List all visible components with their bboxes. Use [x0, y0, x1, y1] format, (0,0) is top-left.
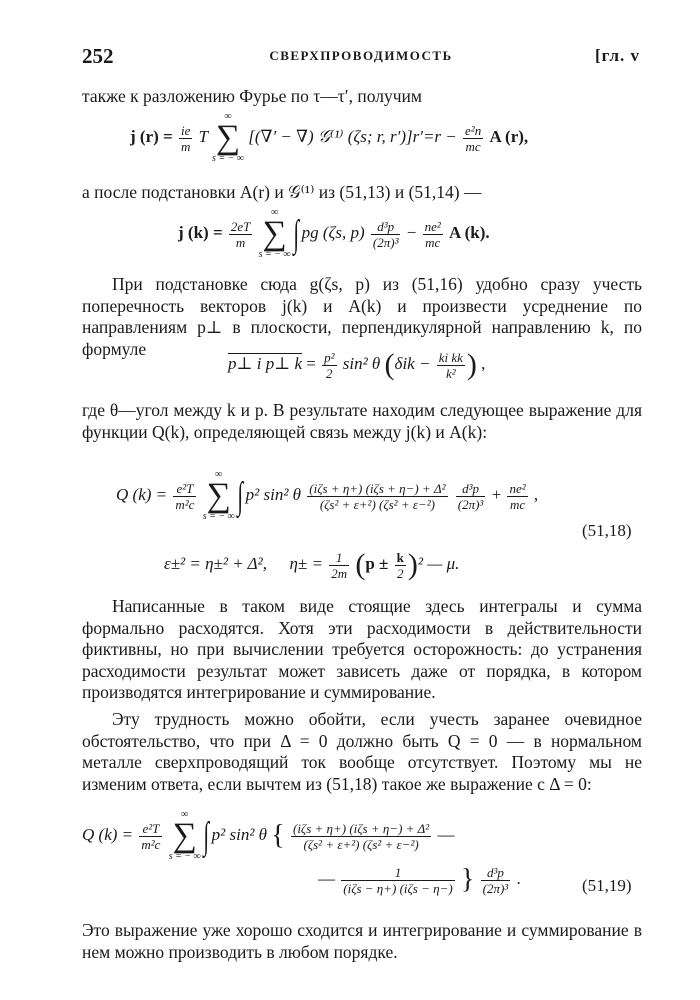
eq4-frac2 [307, 481, 447, 512]
eq4-sum-bottom: s = − ∞ [202, 511, 235, 522]
eq2-frac1-num: 2eT [230, 218, 251, 234]
paragraph-3: При подстановке сюда g(ζs, p) из (51,16) удобно сразу учесть поперечность векторов j(k) и A(k) и произвести усреднение по направлениям p⊥ в плоскости, перпендикулярной направлению k, по формуле [82, 274, 642, 359]
eq1-sum-top: ∞ [224, 111, 232, 122]
eq4-frac1-den: m²c [175, 496, 195, 512]
eq6-frac1-den: m²c [141, 836, 161, 852]
eq2-frac2-num: d³p [377, 218, 395, 234]
eq2-frac2-den: (2π)³ [372, 234, 399, 250]
eq4-sum-top: ∞ [215, 469, 223, 480]
eq2-sum-top: ∞ [271, 207, 279, 218]
eq6-frac2 [291, 821, 431, 852]
eq1-frac1-den: m [180, 138, 191, 154]
eq2-tail: A (k). [449, 222, 490, 242]
eq4-plus: + [491, 484, 502, 504]
eq3-frac1-num: p² [324, 349, 335, 365]
eq2-lhs: j (k) = [178, 222, 223, 242]
eq4-lhs: Q (k) = [116, 484, 168, 504]
eq3-equals: = [306, 353, 316, 373]
eq5-frac1 [329, 550, 349, 581]
paragraph-1: также к разложению Фурье по τ—τ′, получим [82, 86, 422, 106]
eq5-part2: η± = [289, 553, 323, 573]
eq1-tail: A (r), [489, 126, 529, 146]
eq6-frac3 [341, 865, 454, 896]
paragraph-2: а после подстановки A(r) и 𝒢⁽¹⁾ из (51,13) и (51,14) — [82, 182, 482, 202]
eq1-frac2 [463, 123, 483, 154]
eq6-frac4-num: d³p [486, 864, 504, 880]
equation-Q-k-regularized [82, 810, 454, 862]
equation-averaging-formula: p⊥ i p⊥ k = $\frac{\text{p²}}{2}$ sin² θ (δik − $\frac{\text{ki kk}}{\text{k²}}$ ) , [228, 348, 486, 381]
eq4-frac4-den: mc [507, 496, 527, 512]
eq6-frac2-num: (iζs + η+) (iζs + η−) + Δ² [292, 820, 430, 836]
paragraph-7: Это выражение уже хорошо сходится и интегрирование и суммирование в нем можно производить в любом порядке. [82, 920, 642, 962]
eq3-mid: sin² θ [342, 353, 381, 373]
eq1-frac1-num: ie [180, 122, 191, 138]
eq4-frac4 [507, 481, 527, 512]
eq4-frac2-num: (iζs + η+) (iζs + η−) + Δ² [309, 480, 446, 496]
eq6-sum-bottom: s = − ∞ [168, 851, 201, 862]
eq2-integral-sign: ∫ [293, 213, 299, 255]
chapter-marker: [гл. v [594, 46, 640, 65]
eq6-tail: . [516, 868, 521, 888]
eq3-lhs: p⊥ i p⊥ k [228, 353, 302, 373]
eq6-sum-top: ∞ [181, 809, 189, 820]
equation-current-r [130, 112, 528, 164]
eq1-temperature: T [198, 126, 208, 146]
eq6-frac3-num: 1 [394, 864, 402, 880]
eq5-part1: ε±² = η±² + Δ², [164, 553, 267, 573]
eq2-frac1 [229, 219, 253, 250]
eq2-frac2 [371, 219, 401, 250]
eq4-mid: p² sin² θ [245, 484, 302, 504]
eq3-tail: , [481, 353, 486, 373]
eq6-frac3-den: (iζs − η+) (iζs − η−) [343, 880, 453, 896]
eq5-frac2 [395, 550, 406, 581]
eq5-tail: ² — μ. [417, 553, 460, 573]
eq2-frac3 [423, 219, 443, 250]
paragraph-4: где θ—угол между k и p. В результате находим следующее выражение для функции Q(k), определяющей связь между j(k) и A(k): [82, 400, 642, 442]
eq3-frac1-den: 2 [322, 365, 336, 381]
eq6-brace-open: { [271, 820, 285, 851]
eq4-frac2-den: (ζs² + ε+²) (ζs² + ε−²) [307, 496, 447, 512]
eq5-paren-body: p ± [365, 553, 389, 573]
eq6-frac2-den: (ζs² + ε+²) (ζs² + ε−²) [291, 836, 431, 852]
eq1-frac1 [179, 123, 192, 154]
eq5-frac1-num: 1 [335, 549, 343, 565]
eq4-frac1 [173, 481, 196, 512]
equation-Q-k [116, 470, 538, 522]
eq5-frac2-num: k [396, 549, 404, 565]
eq6-sum: ∞ ∑ s = − ∞ [168, 809, 201, 862]
eq1-sum-bottom: s = − ∞ [212, 153, 245, 164]
eq4-frac4-num: ne² [509, 480, 526, 496]
running-title: СВЕРХПРОВОДИМОСТЬ [269, 48, 453, 63]
eq4-sum: ∞ ∑ s = − ∞ [202, 469, 235, 522]
eq1-sum: ∞ ∑ s = − ∞ [212, 111, 245, 164]
eq4-integral-sign: ∫ [237, 475, 244, 517]
eq5-frac2-den: 2 [395, 565, 406, 581]
eq2-body: pg (ζs, p) [301, 222, 365, 242]
eq6-frac1-num: e²T [142, 820, 160, 836]
eq2-sum: ∞ ∑ s = − ∞ [258, 207, 291, 260]
eq2-minus: − [406, 222, 417, 242]
page-header [82, 44, 640, 70]
eq3-frac2-den: k² [437, 365, 465, 381]
paragraph-5: Написанные в таком виде стоящие здесь интегралы и сумма формально расходятся. Хотя эти расходимости в действительности фиктивны, но при вычислении требуется осторожность: до устранения расходимости результат может зависеть даже от порядка, в котором производятся интегрирование и суммирование. [82, 596, 642, 702]
eq6-frac1 [139, 821, 162, 852]
eq6-brace-close: } [460, 864, 475, 895]
eq1-frac2-den: mc [463, 138, 483, 154]
equation-current-k [178, 208, 490, 260]
page-number: 252 [82, 44, 114, 68]
eq6-lhs: Q (k) = [82, 824, 134, 844]
eq3-frac2-num: ki kk [438, 349, 463, 365]
eq2-sum-bottom: s = − ∞ [258, 249, 291, 260]
eq4-frac1-num: e²T [176, 480, 194, 496]
eq4-frac3 [456, 481, 486, 512]
paragraph-6: Эту трудность можно обойти, если учесть заранее очевидное обстоятельство, что при Δ = 0 должно быть Q = 0 — в нормальном металле сверхпроводящий ток вообще отсутствует. Поэтому мы не изменим ответа, если вычтем из (51,18) такое же выражение с Δ = 0: [82, 709, 642, 794]
eq6-mid: p² sin² θ [211, 824, 268, 844]
eq4-frac3-den: (2π)³ [457, 496, 484, 512]
eq6-integral-sign: ∫ [203, 815, 210, 857]
equation-number-51-18: (51,18) [582, 521, 632, 540]
eq2-frac3-den: mc [423, 234, 443, 250]
eq2-frac1-den: m [229, 234, 253, 250]
eq3-delta: δik − [394, 353, 431, 373]
eq6-dash-1: — [437, 824, 455, 844]
eq4-tail: , [533, 484, 539, 504]
eq1-lhs: j (r) = [130, 126, 173, 146]
equation-epsilon-eta: ε±² = η±² + Δ², η± = $\frac{1}{2m}$ (p ± $\frac{k}{2}$ )² — μ. [164, 548, 460, 581]
eq1-frac2-num: e²n [465, 122, 482, 138]
eq6-dash-2: — [318, 868, 335, 888]
eq5-frac1-den: 2m [331, 565, 348, 581]
equation-Q-k-regularized-line2 [318, 864, 521, 896]
eq3-frac2 [437, 350, 465, 381]
eq6-frac4-den: (2π)³ [482, 880, 509, 896]
eq6-frac4 [481, 865, 511, 896]
eq2-frac3-num: ne² [424, 218, 441, 234]
eq1-body: [(∇′ − ∇) 𝒢⁽¹⁾ (ζs; r, r′)]r′=r − [248, 126, 457, 146]
eq4-frac3-num: d³p [462, 480, 479, 496]
eq3-frac1 [322, 350, 336, 381]
equation-number-51-19: (51,19) [582, 876, 632, 895]
